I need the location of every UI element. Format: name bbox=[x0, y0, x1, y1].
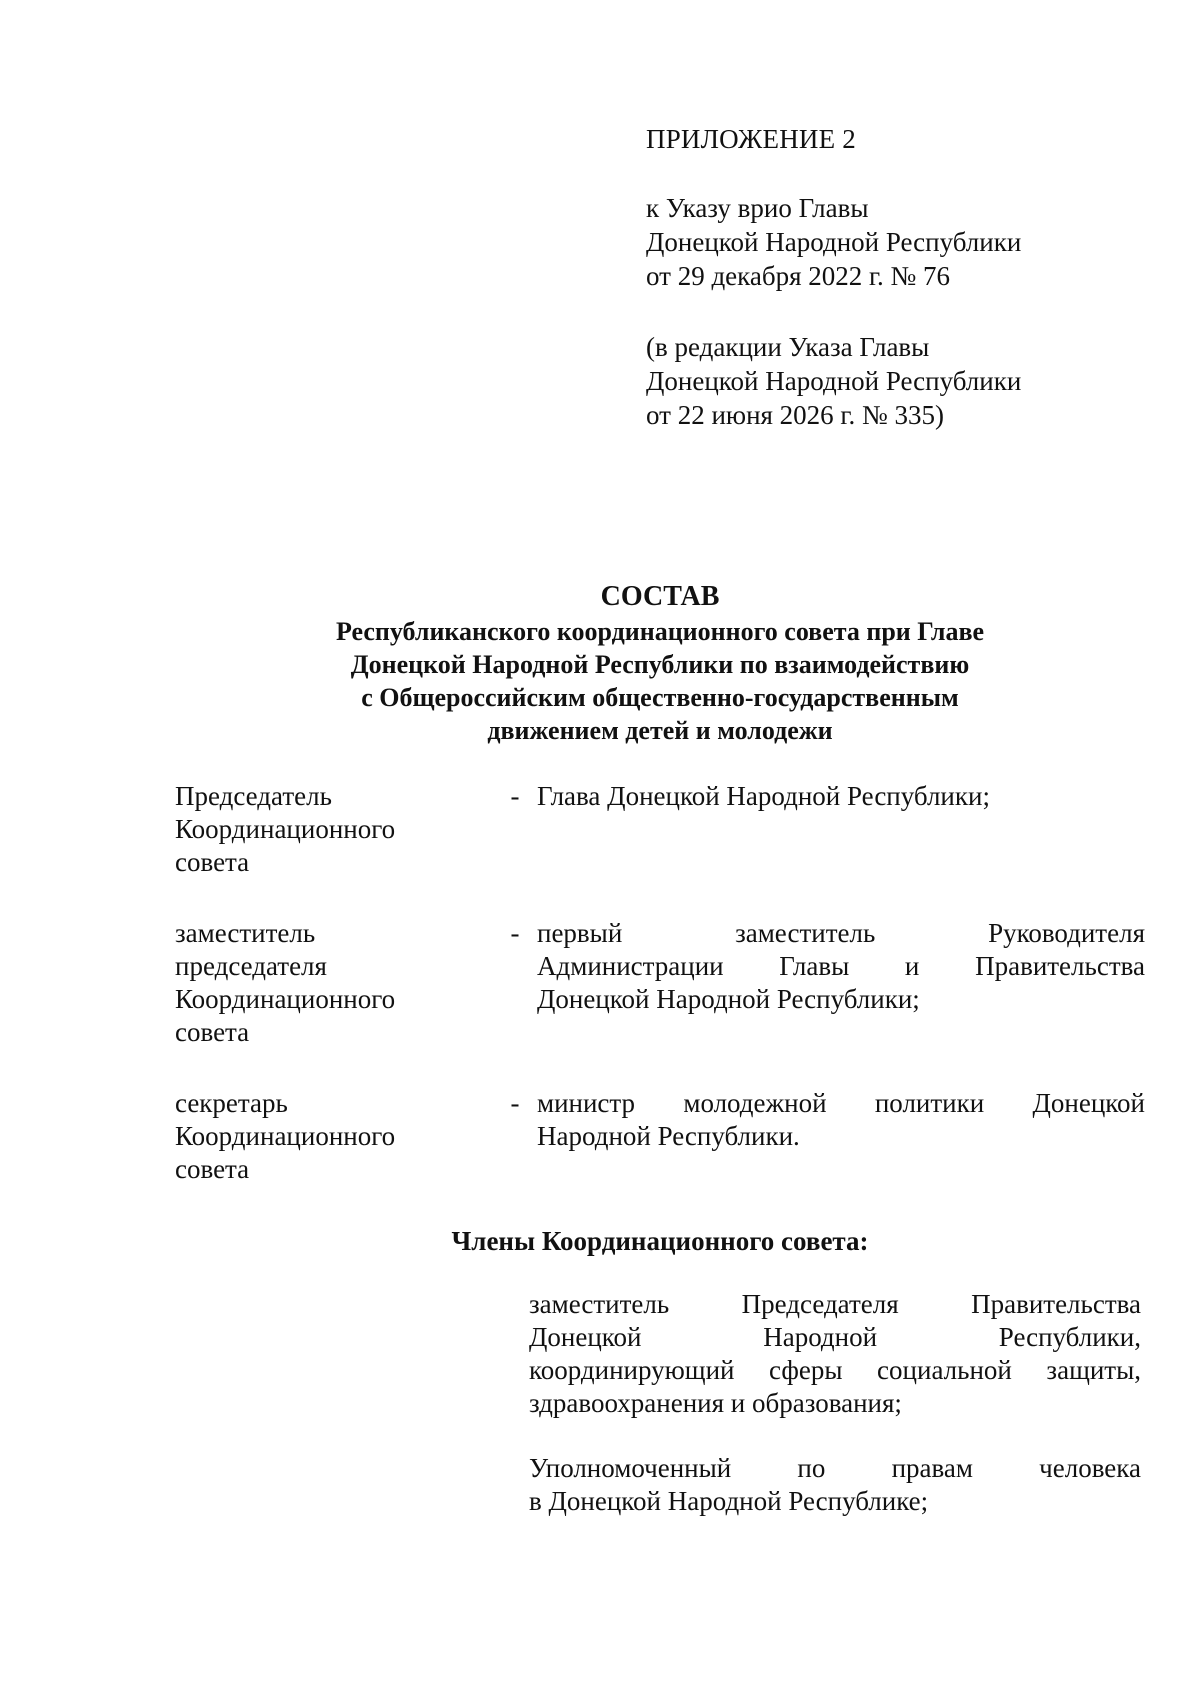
title-subline: с Общероссийским общественно-государственным bbox=[361, 683, 959, 712]
member-item bbox=[529, 1288, 1141, 1420]
role-label-line: Координационного bbox=[175, 1121, 396, 1151]
role-description-line: Глава Донецкой Народной Республики; bbox=[537, 781, 990, 811]
decree-reference bbox=[646, 191, 1146, 293]
document-title bbox=[160, 580, 1160, 747]
role-label bbox=[175, 1087, 485, 1186]
role-dash: - bbox=[510, 781, 520, 811]
role-description bbox=[537, 1087, 1145, 1186]
leadership-list bbox=[175, 780, 1145, 1224]
appendix-header bbox=[646, 122, 1146, 469]
role-label-line: секретарь bbox=[175, 1088, 288, 1118]
role-label-line: совета bbox=[175, 847, 250, 877]
revision-line: (в редакции Указа Главы bbox=[646, 332, 930, 362]
role-label-line: совета bbox=[175, 1017, 250, 1047]
role-row-chairman bbox=[175, 780, 1145, 879]
revision-line: Донецкой Народной Республики bbox=[646, 366, 1022, 396]
revision-reference bbox=[646, 330, 1146, 432]
members-heading: Члены Координационного совета: bbox=[451, 1226, 869, 1256]
role-label bbox=[175, 917, 485, 1049]
title-subline: Донецкой Народной Республики по взаимодействию bbox=[350, 650, 970, 679]
role-description bbox=[537, 917, 1145, 1049]
role-description-line: Народной Республики. bbox=[537, 1121, 800, 1151]
role-label-line: Координационного bbox=[175, 984, 396, 1014]
member-line: Донецкой Народной Республики, bbox=[529, 1322, 1141, 1352]
role-label-line: заместитель bbox=[175, 918, 316, 948]
role-description-line: Донецкой Народной Республики; bbox=[537, 984, 920, 1014]
member-line: здравоохранения и образования; bbox=[529, 1388, 902, 1418]
role-description-line: Администрации Главы и Правительства bbox=[537, 951, 1145, 981]
decree-line: к Указу врио Главы bbox=[646, 193, 869, 223]
role-description-line: первый заместитель Руководителя bbox=[537, 918, 1145, 948]
member-item bbox=[529, 1452, 1141, 1518]
role-description bbox=[537, 780, 1145, 879]
role-description-line: министр молодежной политики Донецкой bbox=[537, 1088, 1145, 1118]
members-list bbox=[529, 1288, 1141, 1550]
title-subline: движением детей и молодежи bbox=[487, 716, 833, 745]
title-main: СОСТАВ bbox=[600, 581, 720, 612]
decree-line: Донецкой Народной Республики bbox=[646, 227, 1022, 257]
decree-line: от 29 декабря 2022 г. № 76 bbox=[646, 261, 951, 291]
role-label-line: Координационного bbox=[175, 814, 396, 844]
role-label-line: Председатель bbox=[175, 781, 332, 811]
role-label bbox=[175, 780, 485, 879]
role-row-secretary bbox=[175, 1087, 1145, 1186]
role-row-deputy bbox=[175, 917, 1145, 1049]
appendix-heading: ПРИЛОЖЕНИЕ 2 bbox=[646, 124, 856, 154]
role-label-line: председателя bbox=[175, 951, 327, 981]
role-dash: - bbox=[510, 918, 520, 948]
member-line: в Донецкой Народной Республике; bbox=[529, 1486, 929, 1516]
role-label-line: совета bbox=[175, 1154, 250, 1184]
member-line: Уполномоченный по правам человека bbox=[529, 1453, 1141, 1483]
member-line: координирующий сферы социальной защиты, bbox=[529, 1355, 1141, 1385]
revision-line: от 22 июня 2026 г. № 335) bbox=[646, 400, 944, 430]
member-line: заместитель Председателя Правительства bbox=[529, 1289, 1141, 1319]
role-dash: - bbox=[510, 1088, 520, 1118]
title-subline: Республиканского координационного совета при Главе bbox=[335, 617, 985, 646]
